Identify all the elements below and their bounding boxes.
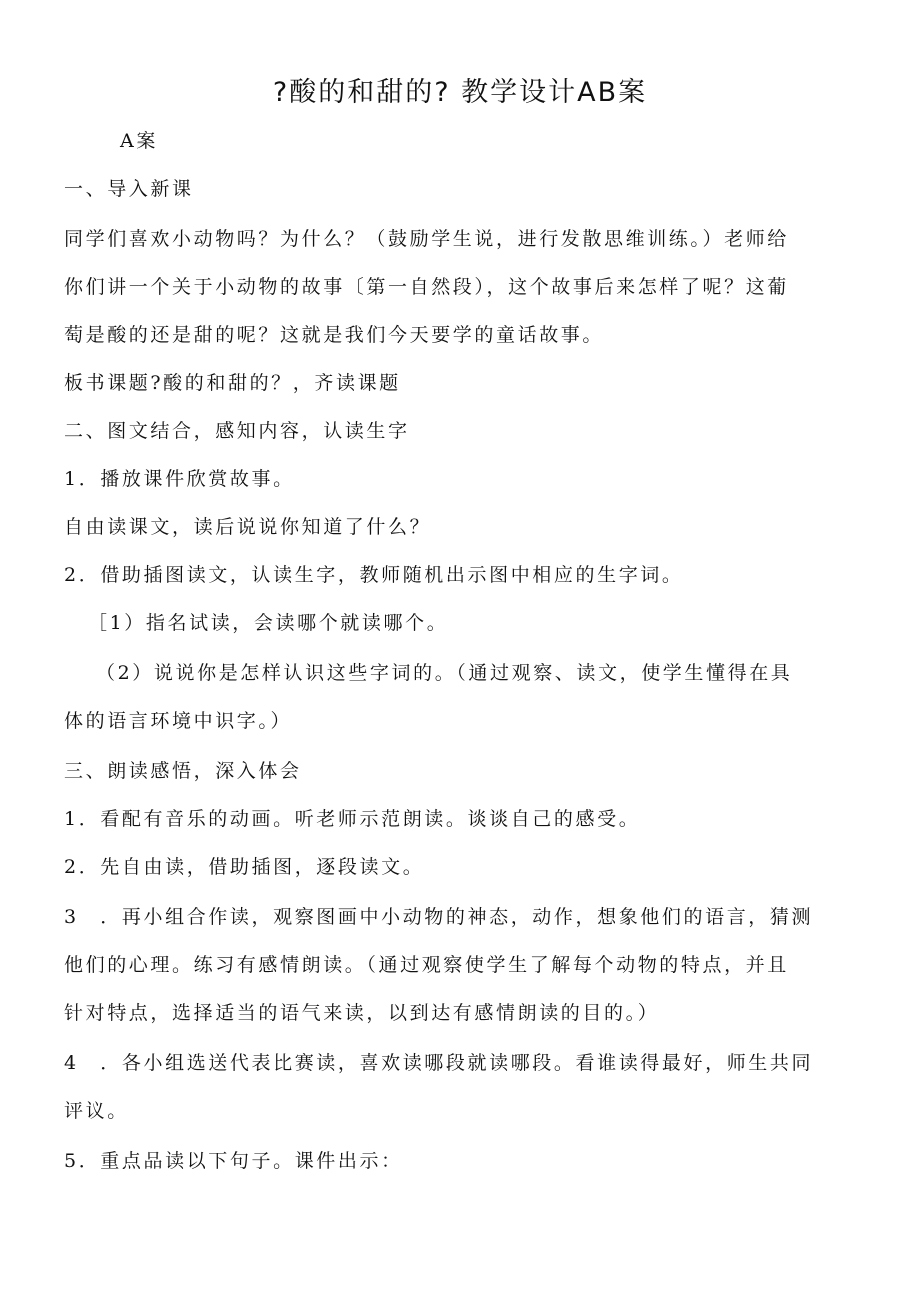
paragraph-line: 自由读课文，读后说说你知道了什么？ <box>64 516 432 538</box>
paragraph-line: 同学们喜欢小动物吗？为什么？（鼓励学生说，进行发散思维训练。）老师给 <box>64 228 789 250</box>
list-item: 5．重点品读以下句子。课件出示： <box>64 1150 403 1172</box>
paragraph-line: 萄是酸的还是甜的呢？这就是我们今天要学的童话故事。 <box>64 324 605 346</box>
list-item: 1．播放课件欣赏故事。 <box>64 468 295 490</box>
sub-list-item: （2）说说你是怎样认识这些字词的。（通过观察、读文，使学生懂得在具 <box>96 662 793 684</box>
paragraph-line: 你们讲一个关于小动物的故事〔第一自然段），这个故事后来怎样了呢？这葡 <box>64 276 789 298</box>
plan-label: A案 <box>120 130 158 152</box>
sub-list-item: ［1）指名试读，会读哪个就读哪个。 <box>88 612 449 634</box>
list-item: 2．借助插图读文，认读生字，教师随机出示图中相应的生字词。 <box>64 564 684 586</box>
paragraph-line: 板书课题?酸的和甜的？，齐读课题 <box>64 372 401 394</box>
document-title: ?酸的和甜的? 教学设计AB案 <box>272 77 648 108</box>
list-item: 1．看配有音乐的动画。听老师示范朗读。谈谈自己的感受。 <box>64 808 641 830</box>
paragraph-line: 针对特点，选择适当的语气来读，以到达有感情朗读的目的。） <box>64 1002 660 1024</box>
paragraph-line: 他们的心理。练习有感情朗读。（通过观察使学生了解每个动物的特点，并且 <box>64 954 789 976</box>
list-item: 3 ．再小组合作读，观察图画中小动物的神态，动作，想象他们的语言，猜测 <box>64 906 814 928</box>
section-heading-reading: 二、图文结合，感知内容，认读生字 <box>64 420 410 442</box>
section-heading-intro: 一、导入新课 <box>64 178 194 200</box>
list-item: 4 ．各小组选送代表比赛读，喜欢读哪段就读哪段。看谁读得最好，师生共同 <box>64 1052 814 1074</box>
paragraph-line: 体的语言环境中识字。） <box>64 710 293 732</box>
paragraph-line: 评议。 <box>64 1100 129 1122</box>
list-item: 2．先自由读，借助插图，逐段读文。 <box>64 856 425 878</box>
section-heading-comprehension: 三、朗读感悟，深入体会 <box>64 760 302 782</box>
